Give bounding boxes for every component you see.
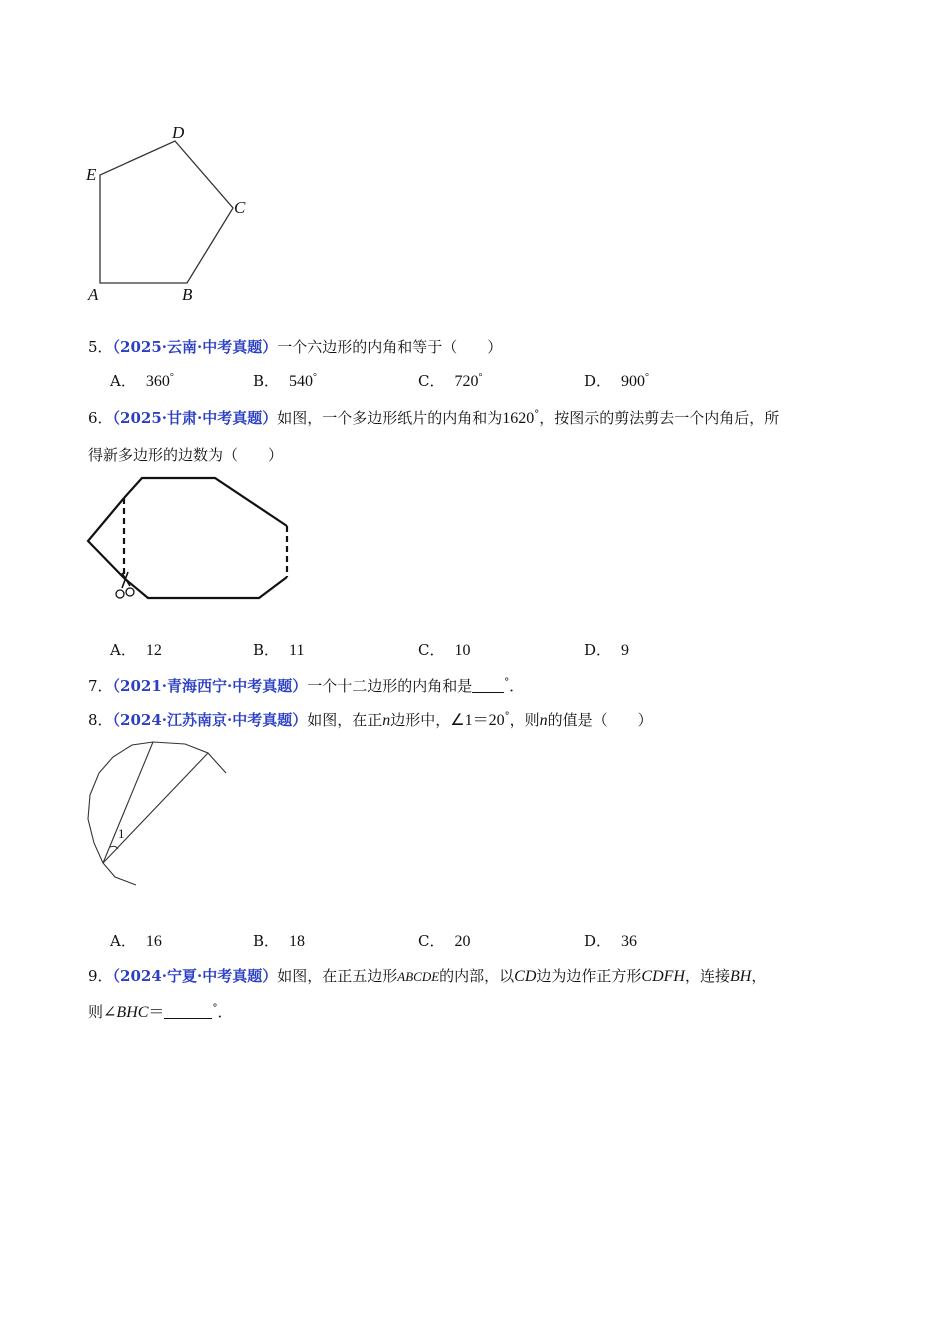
option-number: 360: [145, 373, 170, 390]
degree-sign: °: [169, 372, 174, 383]
angle-expression: ∠1＝20: [450, 712, 505, 729]
question-text-cont: 边形中，: [390, 711, 451, 729]
diagonal-line-2: [103, 753, 208, 863]
polygon-edges: [88, 742, 226, 885]
vertex-label-c: C: [234, 198, 246, 217]
question-text-end: ．: [217, 1003, 233, 1021]
option-value: 10: [454, 642, 471, 659]
option-value: 12: [145, 642, 162, 659]
question-source: （2025·甘肃·中考真题）: [112, 409, 278, 427]
question-text-end: ．: [509, 677, 525, 695]
option-value: [454, 373, 482, 390]
math-cdfh: CDFH: [641, 968, 685, 985]
math-abcde: ABCDE: [397, 969, 440, 984]
question-7: [88, 676, 524, 699]
question-number: 5．: [88, 338, 113, 356]
question-text-cont: 边为边作正方形: [536, 967, 642, 985]
angle-label: 1: [118, 826, 125, 841]
math-bh: BH: [730, 968, 752, 985]
q8-option-c: [418, 931, 470, 952]
q6-option-d: [584, 640, 629, 661]
question-text: 如图，在正五边形: [277, 967, 398, 985]
answer-blank[interactable]: [472, 678, 504, 693]
question-number: 8．: [88, 711, 113, 729]
question-source: （2025·云南·中考真题）: [112, 338, 278, 356]
question-text-cont: 则: [88, 1003, 104, 1021]
option-letter: B．: [253, 641, 280, 659]
question-number: 6．: [88, 409, 113, 427]
question-text: 如图，一个多边形纸片的内角和为: [277, 409, 503, 427]
option-letter: B．: [253, 932, 280, 950]
vertex-label-a: A: [88, 285, 99, 304]
question-8: [88, 710, 653, 733]
question-text: 如图，在正: [307, 711, 383, 729]
option-letter: C．: [418, 641, 445, 659]
option-value: 36: [621, 933, 638, 950]
question-6: [88, 408, 779, 431]
option-letter: C．: [418, 932, 445, 950]
degree-sign: °: [212, 1003, 218, 1014]
question-number: 7．: [88, 677, 113, 695]
option-value: 20: [454, 933, 471, 950]
option-number: 900: [621, 373, 646, 390]
angle-bhc: ∠BHC: [103, 1004, 149, 1021]
polygon-fragment-figure: [80, 735, 240, 900]
math-n: n: [382, 712, 391, 729]
cut-corner: [88, 498, 124, 578]
q5-option-c: [418, 371, 482, 394]
vertex-label-d: D: [172, 123, 185, 142]
question-number: 9．: [88, 967, 113, 985]
polygon-cut-figure: [80, 470, 300, 610]
degree-sign: °: [534, 409, 540, 420]
vertex-label-b: B: [182, 285, 193, 304]
option-value: [146, 373, 174, 390]
question-text-cont: 得新多边形的边数为（ ）: [88, 446, 284, 464]
answer-blank[interactable]: [164, 1004, 212, 1019]
option-letter: B．: [253, 372, 280, 390]
q8-option-a: [110, 931, 162, 952]
q5-option-a: [110, 371, 174, 394]
question-text-cont: ，则: [509, 711, 540, 729]
degree-sign: °: [504, 711, 510, 722]
question-6-line2: [88, 445, 283, 465]
math-n: n: [539, 712, 548, 729]
option-number: 720: [454, 373, 479, 390]
option-letter: D．: [584, 932, 612, 950]
question-source: （2024·宁夏·中考真题）: [112, 967, 278, 985]
degree-sign: °: [504, 677, 510, 688]
pentagon-outline: [100, 141, 233, 283]
vertex-label-e: E: [86, 165, 97, 184]
question-source: （2021·青海西宁·中考真题）: [112, 677, 308, 695]
question-text-cont: ，按图示的剪法剪去一个内角后，所: [539, 409, 780, 427]
question-9-line2: [88, 1002, 232, 1025]
option-letter: A．: [110, 641, 136, 659]
question-text: 一个十二边形的内角和是: [307, 677, 473, 695]
option-value: 16: [145, 933, 162, 950]
question-text-cont: ，连接: [684, 967, 730, 985]
question-text-end: 的值是（ ）: [547, 711, 653, 729]
option-value: 9: [621, 642, 630, 659]
option-letter: C．: [418, 372, 445, 390]
option-value: 18: [289, 933, 306, 950]
question-text: 一个六边形的内角和等于（ ）: [277, 338, 503, 356]
equals-sign: ＝: [148, 1004, 165, 1021]
q6-option-c: [418, 640, 470, 661]
q6-option-a: [110, 640, 162, 661]
option-value: 11: [289, 642, 305, 659]
polygon-outline-lower: [124, 577, 287, 598]
option-letter: A．: [110, 932, 136, 950]
q5-option-b: [253, 371, 317, 394]
q5-option-d: [584, 371, 649, 394]
question-text-cont: 的内部，以: [439, 967, 515, 985]
degree-sign: °: [313, 372, 318, 383]
q8-option-d: [584, 931, 637, 952]
math-cd: CD: [514, 968, 537, 985]
polygon-outline: [124, 478, 287, 526]
question-text-end: ，: [751, 967, 767, 985]
angle-sum-value: 1620: [502, 410, 535, 427]
pentagon-figure: [80, 120, 260, 310]
option-letter: D．: [584, 372, 612, 390]
option-letter: A．: [110, 372, 136, 390]
option-value: [289, 373, 317, 390]
option-number: 540: [289, 373, 314, 390]
question-9: [88, 966, 766, 987]
option-value: [621, 373, 649, 390]
degree-sign: °: [645, 372, 650, 383]
option-letter: D．: [584, 641, 612, 659]
question-source: （2024·江苏南京·中考真题）: [112, 711, 308, 729]
degree-sign: °: [478, 372, 483, 383]
question-5: [88, 337, 502, 357]
q8-option-b: [253, 931, 305, 952]
q6-option-b: [253, 640, 304, 661]
